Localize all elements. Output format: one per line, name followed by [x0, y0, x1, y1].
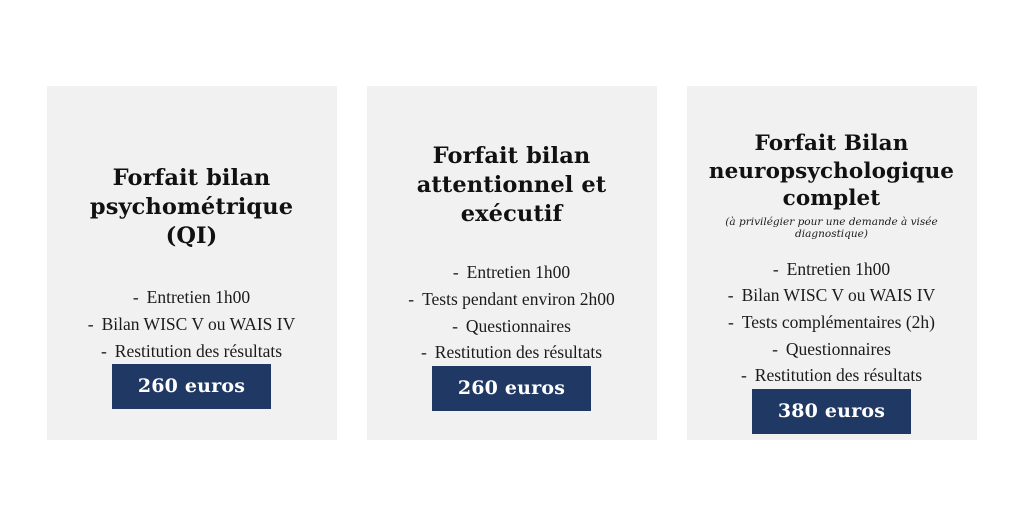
list-item [408, 313, 615, 340]
bullet-marker: - [727, 285, 734, 306]
bullet-marker: - [420, 342, 427, 363]
card-subtitle-note: (à privilégier pour une demande à visée diagnostique) [725, 215, 938, 241]
list-item [408, 339, 615, 366]
list-item [408, 286, 615, 313]
list-item-label: Restitution des résultats [754, 365, 923, 386]
list-item-label: Bilan WISC V ou WAIS IV [101, 313, 296, 334]
bullet-marker: - [87, 313, 94, 334]
bullet-marker: - [452, 315, 458, 336]
price-button[interactable]: 380 euros [752, 389, 911, 434]
list-item-label: Entretien 1h00 [146, 287, 251, 308]
price-button[interactable]: 260 euros [432, 366, 591, 411]
list-item-label: Tests complémentaires (2h) [741, 311, 935, 332]
bullet-marker: - [740, 365, 747, 386]
bullet-marker: - [772, 258, 779, 279]
card-title: Forfait bilan attentionnel et exécutif [416, 143, 607, 227]
list-item [728, 256, 935, 283]
list-item-label: Questionnaires [785, 338, 891, 359]
card-feature-list [408, 259, 615, 365]
list-item [728, 362, 935, 389]
list-item [88, 338, 295, 365]
list-item [728, 336, 935, 363]
list-item-label: Entretien 1h00 [786, 258, 891, 279]
bullet-marker: - [100, 340, 107, 361]
list-item [88, 311, 295, 338]
card-title: Forfait Bilan neuropsychologique complet [708, 131, 955, 212]
price-button[interactable]: 260 euros [112, 364, 271, 409]
list-item-label: Questionnaires [465, 315, 571, 336]
list-item [728, 309, 935, 336]
bullet-marker: - [727, 311, 734, 332]
bullet-marker: - [452, 262, 459, 283]
list-item [88, 284, 295, 311]
bullet-marker: - [132, 287, 139, 308]
bullet-marker: - [772, 338, 778, 359]
list-item-label: Bilan WISC V ou WAIS IV [741, 285, 936, 306]
list-item-label: Restitution des résultats [434, 342, 603, 363]
list-item [728, 282, 935, 309]
pricing-card-neuropsychologique [687, 86, 977, 440]
card-feature-list [728, 256, 935, 389]
list-item [408, 259, 615, 286]
bullet-marker: - [408, 288, 415, 309]
list-item-label: Entretien 1h00 [466, 262, 571, 283]
card-feature-list [88, 284, 295, 364]
pricing-card-attentionnel [367, 86, 657, 440]
pricing-card-psychometrique [47, 86, 337, 440]
list-item-label: Tests pendant environ 2h00 [422, 288, 615, 309]
card-title: Forfait bilan psychométrique (QI) [89, 165, 294, 249]
list-item-label: Restitution des résultats [114, 340, 283, 361]
